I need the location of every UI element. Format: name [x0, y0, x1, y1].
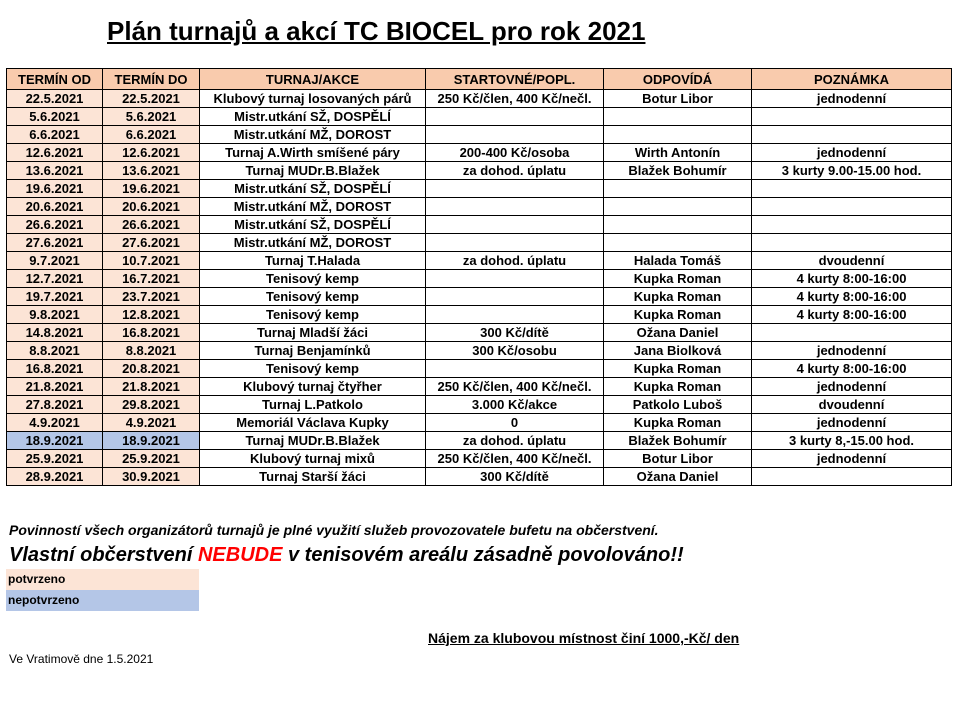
header-termin-do: TERMÍN DO	[103, 69, 200, 90]
cell-termin-do: 5.6.2021	[103, 108, 200, 126]
table-row	[7, 396, 952, 414]
cell-termin-do: 27.6.2021	[103, 234, 200, 252]
cell-termin-od: 26.6.2021	[7, 216, 103, 234]
room-rent-note: Nájem za klubovou místnost činí 1000,-Kč/ den	[428, 630, 740, 646]
cell-termin-od: 5.6.2021	[7, 108, 103, 126]
cell-termin-do: 29.8.2021	[103, 396, 200, 414]
cell-odpovida: Botur Libor	[604, 450, 752, 468]
cell-odpovida: Kupka Roman	[604, 414, 752, 432]
cell-startovne: 300 Kč/dítě	[426, 468, 604, 486]
cell-termin-od: 16.8.2021	[7, 360, 103, 378]
cell-termin-od: 28.9.2021	[7, 468, 103, 486]
header-poznamka: POZNÁMKA	[752, 69, 952, 90]
cell-poznamka: jednodenní	[752, 378, 952, 396]
cell-termin-do: 20.8.2021	[103, 360, 200, 378]
cell-startovne	[426, 198, 604, 216]
table-row	[7, 360, 952, 378]
cell-poznamka	[752, 108, 952, 126]
table-row	[7, 270, 952, 288]
cell-startovne	[426, 306, 604, 324]
cell-termin-do: 8.8.2021	[103, 342, 200, 360]
cell-odpovida	[604, 126, 752, 144]
cell-turnaj-akce: Mistr.utkání SŽ, DOSPĚLÍ	[200, 180, 426, 198]
table-row	[7, 324, 952, 342]
header-turnaj-akce: TURNAJ/AKCE	[200, 69, 426, 90]
table-row	[7, 432, 952, 450]
table-row	[7, 342, 952, 360]
cell-termin-od: 19.6.2021	[7, 180, 103, 198]
cell-termin-od: 13.6.2021	[7, 162, 103, 180]
cell-termin-od: 27.8.2021	[7, 396, 103, 414]
cell-termin-od: 4.9.2021	[7, 414, 103, 432]
cell-turnaj-akce: Turnaj MUDr.B.Blažek	[200, 162, 426, 180]
table-row	[7, 90, 952, 108]
cell-poznamka	[752, 216, 952, 234]
cell-startovne: 300 Kč/osobu	[426, 342, 604, 360]
schedule-table	[6, 68, 952, 486]
cell-turnaj-akce: Klubový turnaj čtyřher	[200, 378, 426, 396]
cell-turnaj-akce: Klubový turnaj mixů	[200, 450, 426, 468]
cell-startovne: za dohod. úplatu	[426, 252, 604, 270]
cell-termin-do: 12.6.2021	[103, 144, 200, 162]
cell-turnaj-akce: Turnaj Mladší žáci	[200, 324, 426, 342]
cell-termin-od: 19.7.2021	[7, 288, 103, 306]
cell-poznamka: dvoudenní	[752, 252, 952, 270]
cell-poznamka	[752, 180, 952, 198]
cell-odpovida	[604, 198, 752, 216]
table-row	[7, 126, 952, 144]
cell-termin-do: 26.6.2021	[103, 216, 200, 234]
cell-turnaj-akce: Mistr.utkání MŽ, DOROST	[200, 198, 426, 216]
cell-poznamka	[752, 324, 952, 342]
cell-poznamka: jednodenní	[752, 342, 952, 360]
cell-poznamka	[752, 468, 952, 486]
table-row	[7, 288, 952, 306]
cell-termin-do: 18.9.2021	[103, 432, 200, 450]
cell-termin-do: 16.7.2021	[103, 270, 200, 288]
header-termin-od: TERMÍN OD	[7, 69, 103, 90]
cell-odpovida: Kupka Roman	[604, 378, 752, 396]
cell-startovne: 3.000 Kč/akce	[426, 396, 604, 414]
cell-termin-od: 27.6.2021	[7, 234, 103, 252]
header-startovne: STARTOVNÉ/POPL.	[426, 69, 604, 90]
cell-poznamka: jednodenní	[752, 90, 952, 108]
cell-odpovida: Kupka Roman	[604, 360, 752, 378]
cell-turnaj-akce: Klubový turnaj losovaných párů	[200, 90, 426, 108]
table-row	[7, 468, 952, 486]
cell-poznamka	[752, 198, 952, 216]
cell-termin-do: 21.8.2021	[103, 378, 200, 396]
cell-turnaj-akce: Mistr.utkání MŽ, DOROST	[200, 234, 426, 252]
warning-emphasis: NEBUDE	[197, 544, 283, 566]
place-and-date: Ve Vratimově dne 1.5.2021	[9, 652, 154, 666]
cell-termin-do: 4.9.2021	[103, 414, 200, 432]
cell-odpovida	[604, 180, 752, 198]
table-row	[7, 252, 952, 270]
cell-odpovida: Wirth Antonín	[604, 144, 752, 162]
cell-termin-do: 19.6.2021	[103, 180, 200, 198]
cell-turnaj-akce: Turnaj MUDr.B.Blažek	[200, 432, 426, 450]
cell-odpovida: Ožana Daniel	[604, 324, 752, 342]
cell-turnaj-akce: Mistr.utkání SŽ, DOSPĚLÍ	[200, 216, 426, 234]
cell-startovne: 0	[426, 414, 604, 432]
table-row	[7, 450, 952, 468]
cell-termin-od: 9.7.2021	[7, 252, 103, 270]
cell-turnaj-akce: Tenisový kemp	[200, 360, 426, 378]
cell-odpovida: Patkolo Luboš	[604, 396, 752, 414]
cell-termin-od: 9.8.2021	[7, 306, 103, 324]
cell-startovne	[426, 180, 604, 198]
cell-turnaj-akce: Turnaj Benjamínků	[200, 342, 426, 360]
cell-startovne	[426, 288, 604, 306]
cell-odpovida	[604, 108, 752, 126]
cell-startovne: 250 Kč/člen, 400 Kč/nečl.	[426, 378, 604, 396]
cell-startovne: 250 Kč/člen, 400 Kč/nečl.	[426, 90, 604, 108]
cell-termin-do: 13.6.2021	[103, 162, 200, 180]
cell-poznamka	[752, 234, 952, 252]
cell-termin-do: 30.9.2021	[103, 468, 200, 486]
table-row	[7, 234, 952, 252]
table-row	[7, 306, 952, 324]
cell-startovne	[426, 108, 604, 126]
cell-odpovida	[604, 234, 752, 252]
table-row	[7, 198, 952, 216]
cell-turnaj-akce: Turnaj Starší žáci	[200, 468, 426, 486]
table-row	[7, 144, 952, 162]
cell-termin-od: 12.6.2021	[7, 144, 103, 162]
cell-startovne	[426, 360, 604, 378]
cell-termin-do: 20.6.2021	[103, 198, 200, 216]
cell-termin-od: 20.6.2021	[7, 198, 103, 216]
cell-odpovida: Kupka Roman	[604, 288, 752, 306]
cell-poznamka: jednodenní	[752, 144, 952, 162]
cell-odpovida: Blažek Bohumír	[604, 432, 752, 450]
cell-turnaj-akce: Turnaj L.Patkolo	[200, 396, 426, 414]
cell-poznamka: 3 kurty 9.00-15.00 hod.	[752, 162, 952, 180]
cell-odpovida: Halada Tomáš	[604, 252, 752, 270]
warning-text-end: v tenisovém areálu zásadně povolováno!!	[282, 544, 684, 566]
cell-termin-od: 14.8.2021	[7, 324, 103, 342]
warning-text-start: Vlastní občerstvení	[9, 544, 198, 566]
cell-poznamka: jednodenní	[752, 450, 952, 468]
cell-poznamka: 4 kurty 8:00-16:00	[752, 270, 952, 288]
cell-poznamka: 4 kurty 8:00-16:00	[752, 360, 952, 378]
cell-odpovida: Kupka Roman	[604, 270, 752, 288]
cell-poznamka: 3 kurty 8,-15.00 hod.	[752, 432, 952, 450]
cell-termin-od: 22.5.2021	[7, 90, 103, 108]
cell-termin-do: 22.5.2021	[103, 90, 200, 108]
table-row	[7, 216, 952, 234]
cell-turnaj-akce: Turnaj A.Wirth smíšené páry	[200, 144, 426, 162]
cell-odpovida	[604, 216, 752, 234]
cell-startovne	[426, 270, 604, 288]
cell-turnaj-akce: Tenisový kemp	[200, 270, 426, 288]
cell-termin-od: 18.9.2021	[7, 432, 103, 450]
cell-turnaj-akce: Tenisový kemp	[200, 306, 426, 324]
cell-startovne: 250 Kč/člen, 400 Kč/nečl.	[426, 450, 604, 468]
cell-termin-od: 8.8.2021	[7, 342, 103, 360]
buffet-notice: Povinností všech organizátorů turnajů je plné využití služeb provozovatele bufetu na občerstvení.	[9, 522, 659, 538]
cell-odpovida: Ožana Daniel	[604, 468, 752, 486]
table-header-row	[7, 69, 952, 90]
cell-startovne: za dohod. úplatu	[426, 162, 604, 180]
table-row	[7, 180, 952, 198]
cell-odpovida: Jana Biolková	[604, 342, 752, 360]
cell-turnaj-akce: Memoriál Václava Kupky	[200, 414, 426, 432]
cell-poznamka	[752, 126, 952, 144]
cell-poznamka: 4 kurty 8:00-16:00	[752, 306, 952, 324]
cell-termin-do: 16.8.2021	[103, 324, 200, 342]
cell-startovne: 300 Kč/dítě	[426, 324, 604, 342]
cell-odpovida: Kupka Roman	[604, 306, 752, 324]
table-row	[7, 162, 952, 180]
cell-startovne	[426, 216, 604, 234]
table-row	[7, 378, 952, 396]
table-row	[7, 108, 952, 126]
cell-odpovida: Blažek Bohumír	[604, 162, 752, 180]
cell-termin-do: 23.7.2021	[103, 288, 200, 306]
cell-termin-do: 10.7.2021	[103, 252, 200, 270]
cell-turnaj-akce: Tenisový kemp	[200, 288, 426, 306]
cell-turnaj-akce: Turnaj T.Halada	[200, 252, 426, 270]
cell-termin-do: 6.6.2021	[103, 126, 200, 144]
legend-confirmed: potvrzeno	[6, 569, 199, 590]
cell-startovne	[426, 234, 604, 252]
header-odpovida: ODPOVÍDÁ	[604, 69, 752, 90]
cell-poznamka: dvoudenní	[752, 396, 952, 414]
cell-turnaj-akce: Mistr.utkání MŽ, DOROST	[200, 126, 426, 144]
table-row	[7, 414, 952, 432]
page-title: Plán turnajů a akcí TC BIOCEL pro rok 2021	[107, 16, 646, 46]
cell-turnaj-akce: Mistr.utkání SŽ, DOSPĚLÍ	[200, 108, 426, 126]
cell-startovne: za dohod. úplatu	[426, 432, 604, 450]
cell-termin-od: 21.8.2021	[7, 378, 103, 396]
cell-startovne	[426, 126, 604, 144]
cell-startovne: 200-400 Kč/osoba	[426, 144, 604, 162]
cell-odpovida: Botur Libor	[604, 90, 752, 108]
cell-poznamka: jednodenní	[752, 414, 952, 432]
refreshment-warning	[9, 544, 684, 567]
cell-termin-od: 12.7.2021	[7, 270, 103, 288]
cell-termin-od: 25.9.2021	[7, 450, 103, 468]
cell-termin-od: 6.6.2021	[7, 126, 103, 144]
legend-unconfirmed: nepotvrzeno	[6, 590, 199, 611]
cell-poznamka: 4 kurty 8:00-16:00	[752, 288, 952, 306]
cell-termin-do: 12.8.2021	[103, 306, 200, 324]
cell-termin-do: 25.9.2021	[103, 450, 200, 468]
